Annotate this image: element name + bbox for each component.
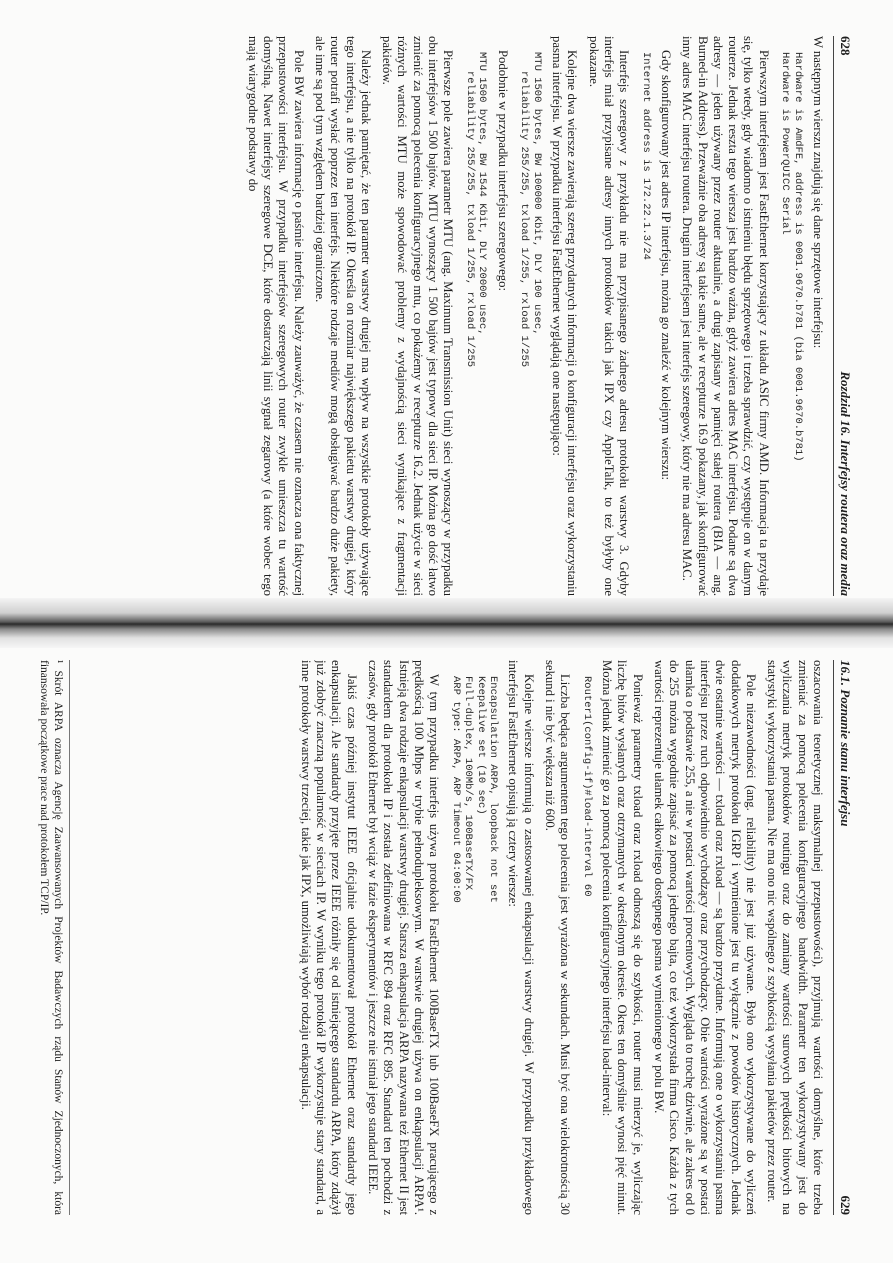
paragraph: Gdy skonfigurowany jest adres IP interfejsu, można go znaleźć w kolejnym wierszu: — [658, 50, 673, 481]
paragraph: Ponieważ parametry txload oraz rxload odnoszą się do szybkości, router musi mierzyć je, wyliczając liczbę bitów wysłanych oraz otrzymanych w określonym okresie. Okres ten domyślnie wynosi pięć minut. Można jednak zmienić go za pomocą polecenia konfiguracyjnego interfejsu load-interval: — [600, 660, 645, 1215]
paragraph: Pierwsze pole zawiera parametr MTU (ang. Maximum Transmission Unit) sieci wynoszący w przypadku obu interfejsów 1 500 bajtów. MTU wynoszący 1 500 bajtów jest typowy dla sieci IP. Można go dość łatwo zmienić za pomocą polecenia konfiguracyjnego mtu, co pokażemy w recepturze 16.2. Jednak użycie w sieci różnych wartości MTU może spowodować problemy z wydajnością sieci wynikające z fragmentacji pakietów. — [380, 36, 456, 596]
paragraph: Liczba będąca argumentem tego polecenia jest wyrażona w sekundach. Musi być ona wielokrotnością 30 sekund i nie być większa niż 600. — [543, 660, 573, 1215]
page-number: 628 — [838, 36, 853, 56]
code-block: Encapsulation ARPA, loopback not set Keepalive set (10 sec) Full-duplex, 100Mb/s, 100BaseTX/FX ARP type: ARPA, ARP Timeout 04:00:00 — [449, 676, 500, 903]
left-page — [23, 36, 853, 596]
paragraph: Kolejne dwa wiersze zawierają szereg przydatnych informacji o konfiguracji interfejsu oraz wykorzystaniu pasma interfejsu. W przypadku interfejsu FastEthernet wyglądają one następująco: — [549, 36, 580, 596]
running-header — [833, 660, 853, 1215]
paragraph: Interfejs szeregowy z przykładu nie ma przypisanego żadnego adresu protokołu warstwy 3. Gdyby interfejs miał przypisane adresy innych protokołów takich jak IPX czy AppleTalk, to też byłyby one pokazane. — [586, 36, 632, 596]
paragraph: W następnym wierszu znajdują się dane sprzętowe interfejsu: — [811, 36, 825, 349]
paragraph: Podobnie w przypadku interfejsu szeregowego: — [495, 50, 510, 291]
paragraph: Kolejne wiersze informują o zastosowanej enkapsulacji warstwy drugiej. W przypadku przykładowego interfejsu FastEthernet opisują ją cztery wiersze: — [506, 660, 536, 1215]
chapter-title: Rozdział 16. Interfejsy routera oraz media — [838, 371, 853, 596]
right-page — [23, 660, 853, 1215]
page-number: 629 — [838, 1195, 853, 1215]
footnote: ¹ Skrót ARPA oznacza Agencję Zaawansowanych Projektów Badawczych rządu Stanów Zjednoczonych, która finansowała początkowe prace nad protokołem TCP/IP. — [37, 660, 70, 1215]
code-block: Hardware is AmdFE, address is 0001.9670.b781 (bia 0001.9670.b781) Hardware is PowerQUICC Serial — [779, 52, 804, 462]
code-block: Router1(config-if)#load-interval 60 — [580, 676, 593, 897]
running-header — [833, 36, 853, 596]
paragraph: oszacowania teoretycznej maksymalnej przepustowości), przyjmują wartości domyślne, które trzeba zmieniać za pomocą polecenia konfiguracyjnego bandwidth. Parametr ten wykorzystywany jest do wyliczania metryk protokołów routingu oraz do zamiany wartości surowych prędkości bitowych na statystyki wykorzystania pasma. Nie ma ono nic wspólnego z szybkością wysyłania pakietów przez router. — [765, 660, 825, 1215]
paragraph: W tym przypadku interfejs używa protokołu FastEthernet 100BaseTX lub 100BaseFX pracującego z prędkością 100 Mbps w trybie pełnodupleksowym. W warstwie drugiej używa on enkapsulacji ARPA¹. Istnieją dwa rodzaje enkapsulacji warstwy drugiej. Starsza enkapsulacja ARPA nazywana też Ethernet II jest standardem dla protokołu IP i została zdefiniowana w RFC 894 oraz RFC 895. Standard ten pochodzi z czasów, gdy protokół Ethernet był wciąż w fazie eksperymentów i jeszcze nie istniał jego standard IEEE. — [365, 660, 442, 1215]
paragraph: Należy jednak pamiętać, że ten parametr warstwy drugiej ma wpływ na wszystkie protokoły używające tego interfejsu, a nie tylko na protokół IP. Określa on rozmiar największego pakietu warstwy drugiej, który router potrafi wysłać poprzez ten interfejs. Niektóre rodzaje mediów mogą obsługiwać bardzo duże pakiety, ale inne są pod tym względem bardziej ograniczone. — [312, 36, 373, 596]
paragraph: Pole BW zawiera informację o paśmie interfejsu. Należy zauważyć, że czasem nie oznacza ona faktycznej przepustowości interfejsu. W przypadku interfejsów szeregowych router zwykle umieszcza tu wartość domyślną. Nawet interfejsy szeregowe DCE, które dostarczają linii sygnał zegarowy (a które wobec tego mają wiarygodne podstawy do — [245, 36, 306, 596]
book-gutter-shadow — [0, 598, 893, 648]
code-block: Internet address is 172.22.1.3/24 — [639, 52, 652, 260]
code-block: MTU 1500 bytes, BW 1544 Kbit, DLY 20000 usec, reliability 255/255, txload 1/255, rxload 1/255 — [463, 52, 489, 368]
paragraph: Pole niezawodności (ang. reliability) nie jest już używane. Było ono wykorzystywane do wyliczeń dodatkowych metryk protokołu IGRP i wymienione jest tu wyłącznie z powodów historycznych. Jednak dwie ostatnie wartości — txload oraz rxload — są bardzo przydatne. Informują one o wykorzystaniu pasma interfejsu przez ruch odpowiednio wychodzący oraz przychodzący. Obie wartości wyrażone są w postaci ułamka o podstawie 255, a nie w postaci wartości procentowych. Wygląda to trochę dziwnie, ale zakres od 0 do 255 można wygodnie zapisać za pomocą jednego bajta, co też wykorzystała firma Cisco. Każda z tych wartości reprezentuje ułamek całkowitego dostępnego pasma wymienionego w polu BW. — [652, 660, 758, 1215]
paragraph: Pierwszym interfejsem jest FastEthernet korzystający z układu ASIC firmy AMD. Informacja ta przydaje się, tylko wtedy, gdy wiadomo o istnieniu błędu sprzętowego i trzeba sprawdzić, czy występuje on w danym routerze. Jednak reszta tego wiersza jest bardzo ważna, gdyż zawiera adres MAC interfejsu. Podane są dwa adresy — jeden używany przez router aktualnie, a drugi zapisany w pamięci stałej routera (BIA — ang. Burned-in Address). Przeważnie oba adresy są takie same, ale w recepturze 16.9 pokazany, jak skonfigurować inny adres MAC interfejsu routera. Drugim interfejsem jest interfejs szeregowy, który nie ma adresu MAC. — [680, 36, 771, 596]
paragraph: Jakiś czas później instytut IEEE oficjalnie udokumentował protokół Ethernet oraz standardy jego enkapsulacji. Ale standardy przyjęte przez IEEE różniły się od istniejącego standardu ARPA, który zdążył już zdobyć znaczną popularność w sieciach IP. W wyniku tego protokół IP wykorzystuje stary standard, a inne protokoły warstwy trzeciej, takie jak IPX, umożliwiają wybór rodzaju enkapsulacji. — [298, 660, 359, 1215]
code-block: MTU 1500 bytes, BW 100000 Kbit, DLY 100 usec, reliability 255/255, txload 1/255, rxload 1/255 — [518, 52, 543, 368]
section-title: 16.1. Poznanie stanu interfejsu — [838, 660, 853, 827]
